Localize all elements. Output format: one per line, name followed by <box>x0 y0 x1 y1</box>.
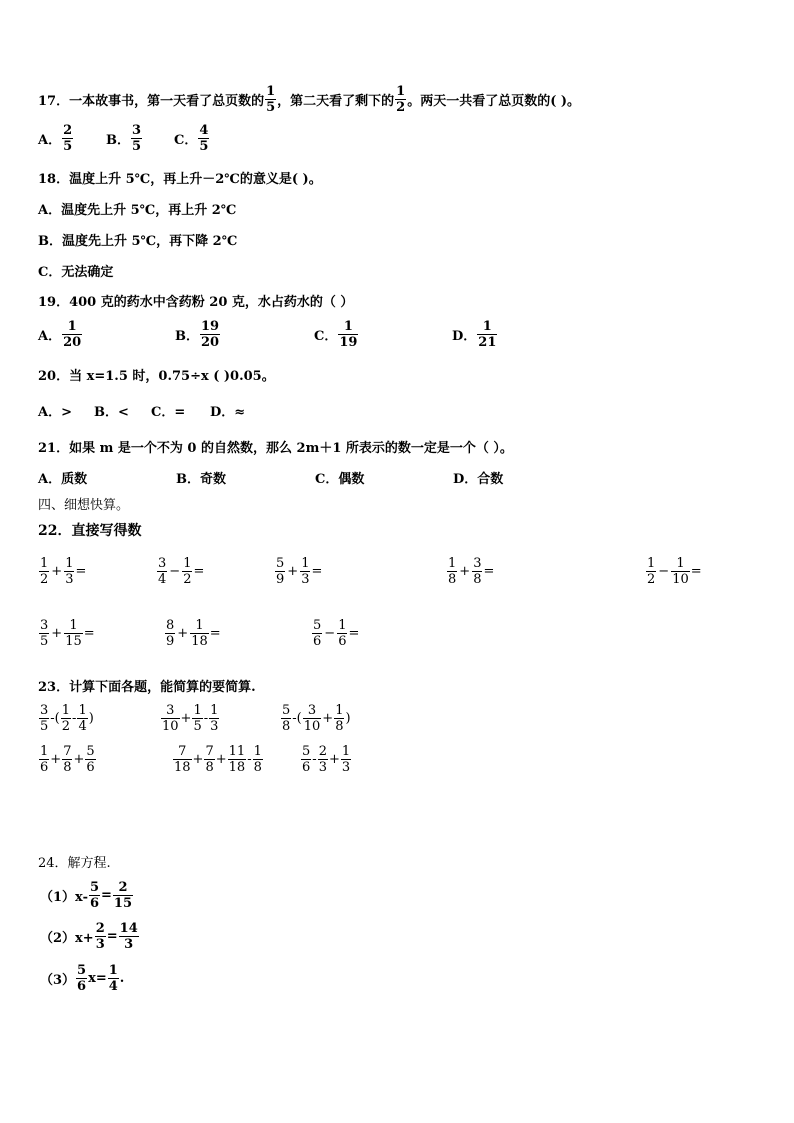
numerator: 8 <box>166 618 175 633</box>
numerator: 5 <box>276 556 285 571</box>
q17-option-c <box>174 123 210 154</box>
q22-item <box>164 618 221 649</box>
denominator: 18 <box>228 760 246 775</box>
math-symbol: -( <box>50 711 60 726</box>
denominator: 3 <box>210 719 219 734</box>
numerator: 1 <box>40 556 49 571</box>
numerator: 5 <box>282 703 291 718</box>
q21-option-d: D．合数 <box>453 472 504 487</box>
numerator: 1 <box>183 556 192 571</box>
fraction <box>119 921 139 952</box>
denominator: 9 <box>276 572 285 587</box>
q20-option-a: A．> <box>38 405 72 420</box>
denominator: 5 <box>266 100 276 115</box>
math-symbol: （1）x- <box>40 890 88 905</box>
denominator: 9 <box>166 634 175 649</box>
fraction <box>108 963 119 994</box>
fraction <box>341 744 351 775</box>
numerator: 7 <box>205 744 214 759</box>
numerator: 3 <box>158 556 167 571</box>
numerator: 1 <box>193 703 202 718</box>
q17-options <box>38 123 210 154</box>
denominator: 2 <box>396 100 406 115</box>
math-symbol: = <box>193 564 205 579</box>
fraction <box>301 744 311 775</box>
q22-item <box>274 556 322 587</box>
q17-option-b <box>106 123 174 154</box>
denominator: 20 <box>63 335 82 350</box>
fraction <box>64 556 74 587</box>
q24-equation-1 <box>40 880 134 911</box>
q17-text-2: ，第二天看了剩下的 <box>277 94 395 109</box>
q17-text-1: 一本故事书，第一天看了总页数的 <box>69 94 265 109</box>
fraction <box>39 556 49 587</box>
numerator: 5 <box>313 618 322 633</box>
fraction <box>338 319 358 350</box>
numerator: 1 <box>67 319 77 334</box>
math-symbol: + <box>215 752 227 767</box>
denominator: 10 <box>672 572 689 587</box>
numerator: 1 <box>335 703 344 718</box>
numerator: 1 <box>343 319 353 334</box>
fraction <box>165 618 175 649</box>
fraction <box>64 618 83 649</box>
fraction <box>62 319 82 350</box>
numerator: 1 <box>301 556 310 571</box>
numerator: 1 <box>396 84 406 99</box>
math-symbol: + <box>51 564 63 579</box>
q20-option-d: D．≈ <box>210 405 246 420</box>
fraction <box>192 703 202 734</box>
denominator: 18 <box>174 760 191 775</box>
q23-expression <box>38 744 97 775</box>
numerator: 1 <box>195 618 204 633</box>
math-symbol: = <box>348 626 360 641</box>
fraction <box>318 744 328 775</box>
math-symbol: . <box>119 971 125 986</box>
fraction <box>200 319 220 350</box>
option-label: B． <box>106 133 130 148</box>
q23-expression <box>280 703 351 734</box>
q22-title: 22．直接写得数 <box>38 523 142 539</box>
fraction <box>334 703 344 734</box>
numerator: 2 <box>95 921 105 936</box>
denominator: 5 <box>40 719 49 734</box>
fraction <box>39 703 49 734</box>
denominator: 6 <box>302 760 311 775</box>
denominator: 3 <box>65 572 74 587</box>
q17-option-a <box>38 123 106 154</box>
fraction <box>275 556 285 587</box>
q22-item <box>311 618 359 649</box>
denominator: 15 <box>65 634 82 649</box>
q22-item <box>645 556 702 587</box>
math-symbol: - <box>247 752 252 767</box>
numerator: 19 <box>201 319 220 334</box>
q24-equation-3 <box>40 963 124 994</box>
denominator: 8 <box>473 572 482 587</box>
fraction <box>198 123 209 154</box>
math-symbol: - <box>72 711 77 726</box>
fraction <box>131 123 142 154</box>
option-label: A． <box>38 133 62 148</box>
denominator: 6 <box>40 760 49 775</box>
q23-expression <box>172 744 264 775</box>
denominator: 2 <box>61 719 71 734</box>
math-symbol: x= <box>88 971 107 986</box>
q24-title: 24．解方程. <box>38 856 111 871</box>
math-symbol: + <box>322 711 334 726</box>
math-symbol: = <box>83 626 95 641</box>
math-symbol: - <box>203 711 209 726</box>
denominator: 18 <box>191 634 208 649</box>
fraction <box>173 744 192 775</box>
math-symbol: -( <box>292 711 302 726</box>
denominator: 4 <box>108 979 118 994</box>
numerator: 1 <box>338 618 347 633</box>
fraction <box>312 618 322 649</box>
fraction <box>472 556 482 587</box>
numerator: 1 <box>482 319 492 334</box>
denominator: 3 <box>301 572 310 587</box>
math-symbol: - <box>312 752 317 767</box>
q22-item <box>38 618 95 649</box>
denominator: 3 <box>124 937 134 952</box>
math-symbol: + <box>51 626 63 641</box>
q19-option-a <box>38 319 175 350</box>
denominator: 15 <box>113 896 133 911</box>
q21-option-c: C．偶数 <box>315 472 365 487</box>
denominator: 6 <box>89 896 100 911</box>
math-symbol: + <box>73 752 85 767</box>
option-label: C． <box>174 133 198 148</box>
q19-option-c <box>314 319 452 350</box>
q24-equation-2 <box>40 921 140 952</box>
fraction <box>157 556 167 587</box>
numerator: 3 <box>40 618 49 633</box>
math-symbol: − <box>169 564 181 579</box>
numerator: 1 <box>253 744 262 759</box>
math-symbol: = <box>101 888 112 903</box>
numerator: 1 <box>40 744 49 759</box>
denominator: 5 <box>193 719 202 734</box>
math-symbol: − <box>658 564 670 579</box>
fraction <box>77 703 87 734</box>
fraction <box>62 123 73 154</box>
denominator: 3 <box>341 760 351 775</box>
numerator: 1 <box>647 556 656 571</box>
denominator: 8 <box>448 572 457 587</box>
numerator: 5 <box>86 744 95 759</box>
numerator: 1 <box>676 556 685 571</box>
q21-option-a: A．质数 <box>38 472 88 487</box>
math-symbol: + <box>459 564 471 579</box>
q18-option-c: C．无法确定 <box>38 265 114 280</box>
math-symbol: − <box>324 626 336 641</box>
fraction <box>303 703 322 734</box>
denominator: 19 <box>339 335 358 350</box>
math-symbol: = <box>311 564 323 579</box>
numerator: 7 <box>63 744 72 759</box>
math-symbol: = <box>75 564 87 579</box>
q19-options <box>38 319 498 350</box>
fraction <box>182 556 192 587</box>
q22-item <box>446 556 494 587</box>
q21-option-b: B．奇数 <box>176 472 226 487</box>
q17-question <box>38 84 580 115</box>
denominator: 2 <box>647 572 656 587</box>
denominator: 10 <box>162 719 179 734</box>
fraction <box>161 703 180 734</box>
math-symbol: + <box>180 711 192 726</box>
denominator: 6 <box>86 760 95 775</box>
numerator: 1 <box>108 963 118 978</box>
math-symbol: = <box>690 564 702 579</box>
q22-item <box>156 556 204 587</box>
denominator: 20 <box>201 335 220 350</box>
math-symbol: ) <box>88 711 94 726</box>
q23-expression <box>300 744 352 775</box>
fraction <box>39 744 49 775</box>
q23-title: 23．计算下面各题，能简算的要简算. <box>38 680 256 695</box>
q18-option-a: A．温度先上升 5℃，再上升 2℃ <box>38 203 237 218</box>
fraction <box>204 744 214 775</box>
q19-option-d <box>452 319 498 350</box>
denominator: 6 <box>338 634 347 649</box>
math-symbol: = <box>209 626 221 641</box>
denominator: 2 <box>183 572 192 587</box>
q19-option-b <box>175 319 314 350</box>
math-symbol: （2）x+ <box>40 931 94 946</box>
q21-question: 21．如果 m 是一个不为 0 的自然数，那么 2m＋1 所表示的数一定是一个（ ）。 <box>38 441 513 456</box>
option-label: C． <box>314 329 338 344</box>
numerator: 1 <box>69 618 78 633</box>
fraction <box>337 618 347 649</box>
numerator: 1 <box>266 84 276 99</box>
denominator: 8 <box>63 760 72 775</box>
numerator: 1 <box>448 556 457 571</box>
denominator: 4 <box>78 719 87 734</box>
q22-item <box>38 556 86 587</box>
numerator: 5 <box>77 963 87 978</box>
denominator: 10 <box>303 719 321 734</box>
fraction <box>281 703 291 734</box>
fraction <box>62 744 72 775</box>
numerator: 2 <box>118 880 128 895</box>
q18-question: 18．温度上升 5℃，再上升－2℃的意义是( )。 <box>38 172 322 187</box>
math-symbol: + <box>50 752 62 767</box>
denominator: 8 <box>205 760 214 775</box>
denominator: 2 <box>40 572 49 587</box>
denominator: 6 <box>77 979 87 994</box>
numerator: 11 <box>228 744 246 759</box>
numerator: 2 <box>318 744 327 759</box>
numerator: 1 <box>61 703 71 718</box>
numerator: 4 <box>199 123 209 138</box>
denominator: 8 <box>282 719 291 734</box>
q17-number: 17． <box>38 94 70 109</box>
q20-option-c: C．= <box>151 405 186 420</box>
numerator: 3 <box>166 703 175 718</box>
numerator: 14 <box>119 921 138 936</box>
fraction <box>39 618 49 649</box>
math-symbol: （3） <box>40 973 76 988</box>
numerator: 1 <box>78 703 87 718</box>
denominator: 3 <box>95 937 105 952</box>
denominator: 6 <box>313 634 322 649</box>
denominator: 4 <box>158 572 167 587</box>
fraction <box>300 556 310 587</box>
denominator: 8 <box>253 760 262 775</box>
math-symbol: + <box>328 752 340 767</box>
numerator: 5 <box>302 744 311 759</box>
q17-fraction-1 <box>265 84 276 115</box>
fraction <box>113 880 133 911</box>
fraction <box>190 618 209 649</box>
numerator: 7 <box>178 744 187 759</box>
numerator: 1 <box>341 744 351 759</box>
fraction <box>671 556 690 587</box>
fraction <box>253 744 263 775</box>
q17-text-3: 。两天一共看了总页数的( )。 <box>407 94 581 109</box>
denominator: 21 <box>478 335 497 350</box>
q23-expression <box>38 703 94 734</box>
fraction <box>76 963 87 994</box>
option-label: B． <box>175 329 199 344</box>
numerator: 3 <box>132 123 142 138</box>
denominator: 5 <box>132 139 142 154</box>
fraction <box>228 744 247 775</box>
fraction <box>477 319 497 350</box>
denominator: 5 <box>199 139 209 154</box>
numerator: 2 <box>63 123 73 138</box>
fraction <box>61 703 71 734</box>
fraction <box>646 556 656 587</box>
numerator: 3 <box>473 556 482 571</box>
option-label: A． <box>38 329 62 344</box>
denominator: 3 <box>318 760 327 775</box>
fraction <box>95 921 106 952</box>
q19-question: 19．400 克的药水中含药粉 20 克，水占药水的（ ） <box>38 295 354 310</box>
math-symbol: + <box>177 626 189 641</box>
fraction <box>447 556 457 587</box>
numerator: 3 <box>40 703 49 718</box>
option-label: D． <box>452 329 477 344</box>
numerator: 5 <box>89 880 100 895</box>
numerator: 3 <box>307 703 317 718</box>
math-symbol: + <box>192 752 204 767</box>
q18-option-b: B．温度先上升 5℃，再下降 2℃ <box>38 234 238 249</box>
q20-question: 20．当 x=1.5 时，0.75÷x ( )0.05。 <box>38 369 275 384</box>
denominator: 8 <box>335 719 344 734</box>
q17-fraction-2 <box>395 84 406 115</box>
math-symbol: ) <box>345 711 351 726</box>
math-symbol: = <box>106 929 118 944</box>
numerator: 1 <box>210 703 219 718</box>
denominator: 5 <box>63 139 73 154</box>
q23-expression <box>160 703 220 734</box>
math-symbol: = <box>483 564 495 579</box>
fraction <box>89 880 100 911</box>
section-4-heading: 四、细想快算。 <box>38 498 130 513</box>
fraction <box>85 744 95 775</box>
math-symbol: + <box>287 564 299 579</box>
numerator: 1 <box>65 556 74 571</box>
fraction <box>209 703 219 734</box>
denominator: 5 <box>40 634 49 649</box>
q20-option-b: B．< <box>94 405 129 420</box>
